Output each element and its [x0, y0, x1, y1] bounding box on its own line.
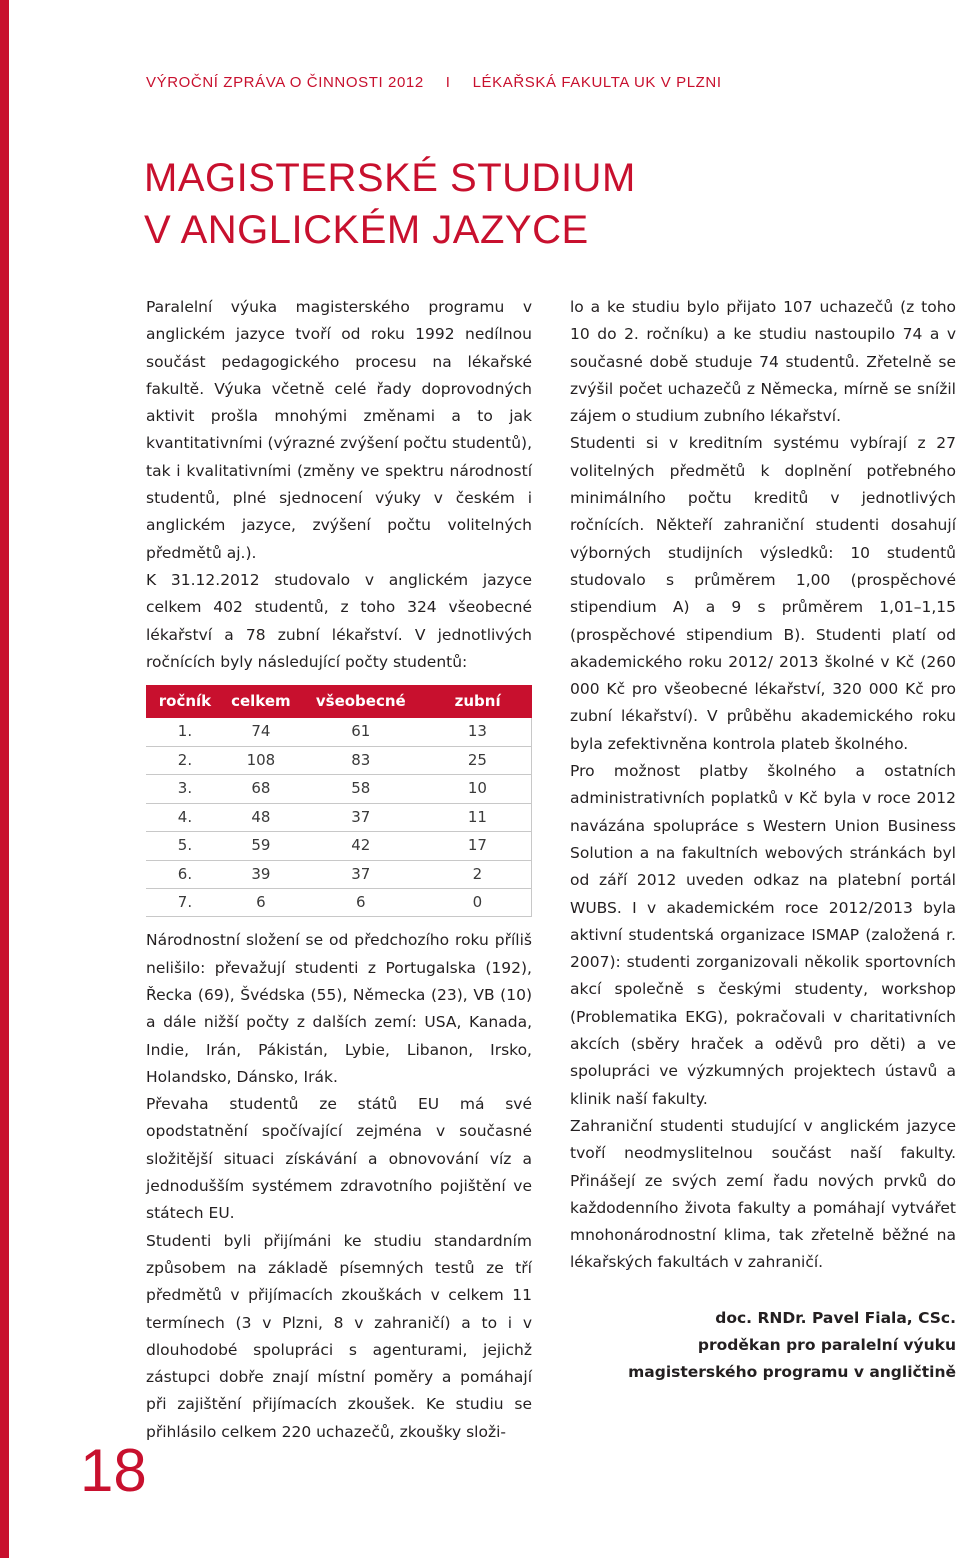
cell-rocnik: 4.	[146, 803, 224, 831]
page-title	[144, 152, 944, 256]
table-row	[146, 832, 532, 860]
cell-zubni: 13	[424, 718, 532, 746]
page-title-line-1: MAGISTERSKÉ STUDIUM	[144, 156, 636, 200]
cell-rocnik: 3.	[146, 775, 224, 803]
table-header-row	[146, 685, 532, 718]
table-row	[146, 718, 532, 746]
page-title-line-2: V ANGLICKÉM JAZYCE	[144, 208, 589, 252]
side-accent-bar	[0, 0, 9, 1558]
paragraph-admissions: Studenti byli přijímáni ke studiu standardním způsobem na základě písemných testů ze tří předmětů v přijímacích zkouškách v celkem 11 termínech (3 v Plzni, 8 v zahraničí) a to i v dlouhodobé spolupráci s agenturami, jejichž zástupci dobře znají místní poměry a pomáhají při zajištění přijímacích zkoušek. Ke studiu se přihlásilo celkem 220 uchazečů, zkoušky složi-	[146, 1231, 532, 1441]
page-number: 18	[80, 1437, 147, 1504]
paragraph-nationality: Národnostní složení se od předchozího roku příliš nelišilo: převažují studenti z Portugalska (192), Řecka (69), Švédska (55), Německa (23), VB (10) a dále nižší počty z dalších zemí: USA, Kanada, Indie, Irán, Pákistán, Lybie, Libanon, Irsko, Holandsko, Dánsko, Irák.	[146, 931, 532, 1086]
cell-celkem: 59	[224, 832, 298, 860]
cell-vseobecne: 6	[298, 889, 424, 917]
paragraph-payments-ismap: Pro možnost platby školného a ostatních administrativních poplatků v Kč byla v roce 2012 navázána spolupráce s Western Union Business Solution a na fakultních webových stránkách byl od září 2012 uveden odkaz na platební portál WUBS. I v akademickém roce 2012/2013 byla aktivní studentská organizace ISMAP (založená r. 2007): studenti zorganizovali několik sportovních akcí společně s českými studenty, workshop (Problematika EKG), pokračovali v charitativních akcích (sběry hraček a oděvů pro děti) a ve spolupráci ve výzkumných projektech ústavů a klinik naší fakulty.	[570, 762, 956, 1108]
cell-celkem: 108	[224, 747, 298, 775]
running-header	[146, 74, 846, 91]
left-column	[146, 294, 532, 1446]
header-rocnik: ročník	[158, 692, 212, 710]
cell-rocnik: 1.	[146, 718, 224, 746]
header-faculty-name: LÉKAŘSKÁ FAKULTA UK V PLZNI	[472, 74, 722, 91]
paragraph-intro: Paralelní výuka magisterského programu v anglickém jazyce tvoří od roku 1992 nedílnou součást pedagogického procesu na lékařské fakultě. Výuka včetně celé řady doprovodných aktivit prošla mnohými změnami a to jak kvantitativními (výrazné zvýšení počtu studentů), tak i kvalitativními (změny ve spektru národností studentů, plné sjednocení výuky v českém i anglickém jazyce, zvýšení počtu volitelných předmětů aj.).	[146, 298, 533, 562]
table-row	[146, 747, 532, 775]
cell-vseobecne: 61	[298, 718, 424, 746]
signature-name: doc. RNDr. Pavel Fiala, CSc.	[715, 1308, 956, 1327]
students-by-year-table	[146, 685, 532, 917]
paragraph-eu-students: Převaha studentů ze států EU má své opodstatnění spočívající zejména v současné složitější situaci získávání a obnovování víz a jednodušším systémem zdravotního pojištění ve státech EU.	[146, 1095, 532, 1223]
table-row	[146, 775, 532, 803]
cell-vseobecne: 58	[298, 775, 424, 803]
signature-role-line-1: proděkan pro paralelní výuku	[697, 1335, 956, 1354]
paragraph-admissions-continued: lo a ke studiu bylo přijato 107 uchazečů (z toho 10 do 2. ročníku) a ke studiu nastoupilo 74 a v současné době studuje 74 studentů. Zřetelně se zvýšil počet uchazečů z Německa, mírně se snížil zájem o studium zubního lékařství.	[570, 298, 956, 426]
cell-celkem: 48	[224, 803, 298, 831]
cell-rocnik: 5.	[146, 832, 224, 860]
cell-vseobecne: 83	[298, 747, 424, 775]
cell-zubni: 10	[424, 775, 532, 803]
table-row	[146, 803, 532, 831]
header-zubni: zubní	[454, 692, 501, 710]
cell-zubni: 2	[424, 860, 532, 888]
signature-role-line-2: magisterského programu v angličtině	[628, 1362, 956, 1381]
cell-celkem: 68	[224, 775, 298, 803]
header-report-title: VÝROČNÍ ZPRÁVA O ČINNOSTI 2012	[146, 74, 424, 91]
cell-vseobecne: 37	[298, 860, 424, 888]
table-row	[146, 889, 532, 917]
paragraph-credits-fees: Studenti si v kreditním systému vybírají z 27 volitelných předmětů k doplnění potřebného minimálního počtu kreditů v jednotlivých ročnících. Někteří zahraniční studenti dosahují výborných studijních výsledků: 10 studentů studovalo s průměrem 1,00 (prospěchové stipendium A) a 9 s průměrem 1,01–1,15 (prospěchové stipendium B). Studenti platí od akademického roku 2012/ 2013 školné v Kč (260 000 Kč pro všeobecné lékařství, 320 000 Kč pro zubní lékařství). V průběhu akademického roku byla zefektivněna kontrola plateb školného.	[570, 434, 956, 753]
cell-zubni: 11	[424, 803, 532, 831]
cell-vseobecne: 37	[298, 803, 424, 831]
signature-block	[570, 1305, 956, 1386]
cell-celkem: 39	[224, 860, 298, 888]
cell-rocnik: 7.	[146, 889, 224, 917]
cell-zubni: 25	[424, 747, 532, 775]
cell-zubni: 17	[424, 832, 532, 860]
cell-celkem: 74	[224, 718, 298, 746]
cell-celkem: 6	[224, 889, 298, 917]
cell-rocnik: 2.	[146, 747, 224, 775]
paragraph-conclusion: Zahraniční studenti studující v anglickém jazyce tvoří neodmyslitelnou součást naší fakulty. Přinášejí ze svých zemí řadu nových prvků do každodenního života fakulty a pomáhají vytvářet mnohonárodnostní klima, tak zřetelně běžné na lékařských fakultách v zahraničí.	[570, 1116, 956, 1272]
cell-vseobecne: 42	[298, 832, 424, 860]
right-column	[570, 294, 956, 1386]
cell-rocnik: 6.	[146, 860, 224, 888]
cell-zubni: 0	[424, 889, 532, 917]
paragraph-student-counts: K 31.12.2012 studovalo v anglickém jazyce celkem 402 studentů, z toho 324 všeobecné lékařství a 78 zubní lékařství. V jednotlivých ročnících byly následující počty studentů:	[146, 570, 532, 671]
header-separator: I	[445, 74, 451, 91]
header-celkem: celkem	[231, 692, 291, 710]
header-vseobecne: všeobecné	[315, 692, 406, 710]
table-row	[146, 860, 532, 888]
